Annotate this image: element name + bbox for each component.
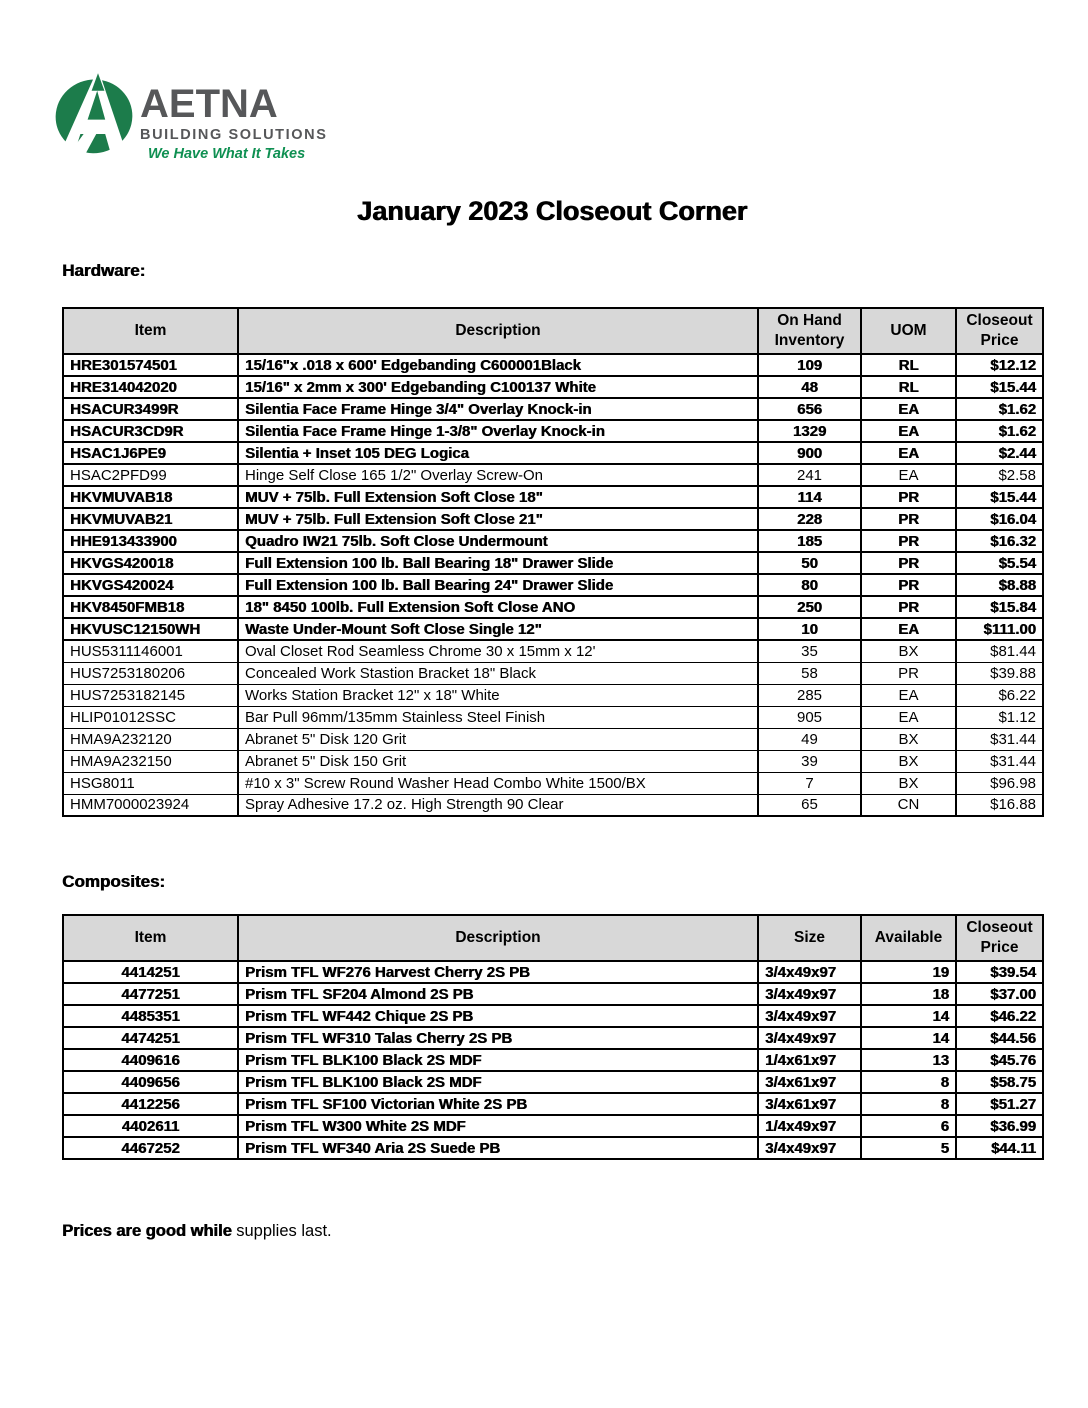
price-cell: $15.84 (956, 596, 1043, 618)
col-header-inventory: On Hand Inventory (758, 308, 861, 354)
size-cell: 3/4x49x97 (758, 983, 861, 1005)
inventory-cell: 65 (758, 794, 861, 816)
uom-cell: EA (861, 398, 956, 420)
available-cell: 5 (861, 1137, 956, 1159)
col-header-uom: UOM (861, 308, 956, 354)
item-cell: HUS7253180206 (63, 662, 238, 684)
uom-cell: EA (861, 442, 956, 464)
table-row (63, 420, 1043, 442)
price-cell: $2.58 (956, 464, 1043, 486)
item-cell: HKVMUVAB18 (63, 486, 238, 508)
description-cell: Prism TFL BLK100 Black 2S MDF (238, 1071, 758, 1093)
table-row (63, 574, 1043, 596)
size-cell: 3/4x61x97 (758, 1071, 861, 1093)
item-cell: HKVMUVAB21 (63, 508, 238, 530)
description-cell: MUV + 75lb. Full Extension Soft Close 18" (238, 486, 758, 508)
price-cell: $37.00 (956, 983, 1043, 1005)
item-cell: 4409616 (63, 1049, 238, 1071)
description-cell: Prism TFL BLK100 Black 2S MDF (238, 1049, 758, 1071)
col-header-item: Item (63, 308, 238, 354)
price-cell: $6.22 (956, 684, 1043, 706)
description-cell: Silentia Face Frame Hinge 1-3/8" Overlay Knock-in (238, 420, 758, 442)
description-cell: Concealed Work Stastion Bracket 18" Black (238, 662, 758, 684)
available-cell: 6 (861, 1115, 956, 1137)
price-cell: $1.12 (956, 706, 1043, 728)
inventory-cell: 228 (758, 508, 861, 530)
size-cell: 3/4x49x97 (758, 961, 861, 983)
item-cell: HMA9A232150 (63, 750, 238, 772)
logo-brand-name: AETNA (140, 82, 278, 126)
table-row (63, 486, 1043, 508)
table-row (63, 376, 1043, 398)
table-row (63, 750, 1043, 772)
footer-note-rest: supplies last. (236, 1222, 332, 1240)
item-cell: HUS5311146001 (63, 640, 238, 662)
table-row (63, 1049, 1043, 1071)
price-cell: $16.88 (956, 794, 1043, 816)
price-cell: $96.98 (956, 772, 1043, 794)
size-cell: 3/4x49x97 (758, 1027, 861, 1049)
price-cell: $5.54 (956, 552, 1043, 574)
uom-cell: PR (861, 508, 956, 530)
table-row (63, 684, 1043, 706)
item-cell: HRE314042020 (63, 376, 238, 398)
uom-cell: EA (861, 706, 956, 728)
table-row (63, 1115, 1043, 1137)
price-cell: $39.54 (956, 961, 1043, 983)
description-cell: 15/16"x .018 x 600' Edgebanding C600001Black (238, 354, 758, 376)
table-row (63, 1137, 1043, 1159)
item-cell: HSACUR3CD9R (63, 420, 238, 442)
price-cell: $45.76 (956, 1049, 1043, 1071)
col-header-price: Closeout Price (956, 308, 1043, 354)
page-title: January 2023 Closeout Corner (356, 196, 748, 226)
hardware-table-body (63, 354, 1043, 816)
uom-cell: CN (861, 794, 956, 816)
item-cell: HKV8450FMB18 (63, 596, 238, 618)
price-cell: $16.32 (956, 530, 1043, 552)
uom-cell: PR (861, 552, 956, 574)
description-cell: 15/16" x 2mm x 300' Edgebanding C100137 White (238, 376, 758, 398)
size-cell: 3/4x61x97 (758, 1093, 861, 1115)
description-cell: MUV + 75lb. Full Extension Soft Close 21" (238, 508, 758, 530)
col-header-size: Size (758, 915, 861, 961)
available-cell: 13 (861, 1049, 956, 1071)
table-row (63, 772, 1043, 794)
description-cell: Prism TFL WF276 Harvest Cherry 2S PB (238, 961, 758, 983)
description-cell: Full Extension 100 lb. Ball Bearing 24" Drawer Slide (238, 574, 758, 596)
item-cell: 4485351 (63, 1005, 238, 1027)
uom-cell: BX (861, 728, 956, 750)
description-cell: Abranet 5" Disk 120 Grit (238, 728, 758, 750)
inventory-cell: 7 (758, 772, 861, 794)
description-cell: Prism TFL SF100 Victorian White 2S PB (238, 1093, 758, 1115)
item-cell: 4412256 (63, 1093, 238, 1115)
size-cell: 3/4x49x97 (758, 1137, 861, 1159)
col-header-price: Closeout Price (956, 915, 1043, 961)
uom-cell: EA (861, 464, 956, 486)
inventory-cell: 109 (758, 354, 861, 376)
uom-cell: EA (861, 684, 956, 706)
size-cell: 1/4x49x97 (758, 1115, 861, 1137)
inventory-cell: 58 (758, 662, 861, 684)
inventory-cell: 905 (758, 706, 861, 728)
price-cell: $1.62 (956, 398, 1043, 420)
item-cell: HSAC1J6PE9 (63, 442, 238, 464)
description-cell: Prism TFL WF310 Talas Cherry 2S PB (238, 1027, 758, 1049)
inventory-cell: 285 (758, 684, 861, 706)
inventory-cell: 900 (758, 442, 861, 464)
logo-tagline: We Have What It Takes (148, 146, 306, 162)
price-cell: $36.99 (956, 1115, 1043, 1137)
price-cell: $8.88 (956, 574, 1043, 596)
price-cell: $15.44 (956, 376, 1043, 398)
description-cell: Prism TFL WF442 Chique 2S PB (238, 1005, 758, 1027)
description-cell: Waste Under-Mount Soft Close Single 12" (238, 618, 758, 640)
hardware-table-header (63, 308, 1043, 354)
price-cell: $44.11 (956, 1137, 1043, 1159)
logo-text-block (140, 66, 328, 170)
aetna-logo (54, 66, 328, 170)
description-cell: Silentia + Inset 105 DEG Logica (238, 442, 758, 464)
table-row (63, 530, 1043, 552)
table-row (63, 464, 1043, 486)
col-header-item: Item (63, 915, 238, 961)
description-cell: Silentia Face Frame Hinge 3/4" Overlay Knock-in (238, 398, 758, 420)
description-cell: Prism TFL WF340 Aria 2S Suede PB (238, 1137, 758, 1159)
size-cell: 1/4x61x97 (758, 1049, 861, 1071)
item-cell: HUS7253182145 (63, 684, 238, 706)
item-cell: 4477251 (63, 983, 238, 1005)
item-cell: HRE301574501 (63, 354, 238, 376)
available-cell: 18 (861, 983, 956, 1005)
item-cell: 4467252 (63, 1137, 238, 1159)
description-cell: Quadro IW21 75lb. Soft Close Undermount (238, 530, 758, 552)
footer-note-bold: Prices are good while (62, 1222, 237, 1240)
description-cell: Bar Pull 96mm/135mm Stainless Steel Finish (238, 706, 758, 728)
table-row (63, 794, 1043, 816)
hardware-table (62, 307, 1044, 817)
table-row (63, 1005, 1043, 1027)
description-cell: Abranet 5" Disk 150 Grit (238, 750, 758, 772)
item-cell: HKVUSC12150WH (63, 618, 238, 640)
inventory-cell: 185 (758, 530, 861, 552)
description-cell: Prism TFL W300 White 2S MDF (238, 1115, 758, 1137)
footer-note (62, 1222, 332, 1241)
inventory-cell: 241 (758, 464, 861, 486)
uom-cell: EA (861, 618, 956, 640)
price-cell: $31.44 (956, 750, 1043, 772)
table-row (63, 961, 1043, 983)
col-header-description: Description (238, 915, 758, 961)
inventory-cell: 250 (758, 596, 861, 618)
table-row (63, 662, 1043, 684)
uom-cell: BX (861, 640, 956, 662)
composites-table (62, 914, 1044, 1160)
description-cell: Spray Adhesive 17.2 oz. High Strength 90 Clear (238, 794, 758, 816)
item-cell: HKVGS420018 (63, 552, 238, 574)
table-row (63, 398, 1043, 420)
inventory-cell: 50 (758, 552, 861, 574)
table-row (63, 442, 1043, 464)
table-row (63, 552, 1043, 574)
table-row (63, 983, 1043, 1005)
uom-cell: BX (861, 772, 956, 794)
item-cell: 4414251 (63, 961, 238, 983)
table-row (63, 1027, 1043, 1049)
composites-table-header (63, 915, 1043, 961)
item-cell: 4474251 (63, 1027, 238, 1049)
available-cell: 14 (861, 1027, 956, 1049)
price-cell: $16.04 (956, 508, 1043, 530)
inventory-cell: 80 (758, 574, 861, 596)
uom-cell: PR (861, 662, 956, 684)
description-cell: Oval Closet Rod Seamless Chrome 30 x 15mm x 12' (238, 640, 758, 662)
price-cell: $81.44 (956, 640, 1043, 662)
header-row (63, 308, 1043, 354)
table-row (63, 640, 1043, 662)
size-cell: 3/4x49x97 (758, 1005, 861, 1027)
price-cell: $111.00 (956, 618, 1043, 640)
item-cell: HKVGS420024 (63, 574, 238, 596)
aetna-logo-icon (54, 66, 134, 170)
item-cell: HMM7000023924 (63, 794, 238, 816)
table-row (63, 706, 1043, 728)
table-row (63, 1071, 1043, 1093)
price-cell: $31.44 (956, 728, 1043, 750)
item-cell: HSAC2PFD99 (63, 464, 238, 486)
description-cell: 18" 8450 100lb. Full Extension Soft Close ANO (238, 596, 758, 618)
item-cell: HLIP01012SSC (63, 706, 238, 728)
uom-cell: RL (861, 376, 956, 398)
available-cell: 8 (861, 1093, 956, 1115)
description-cell: Hinge Self Close 165 1/2" Overlay Screw-On (238, 464, 758, 486)
description-cell: Works Station Bracket 12" x 18" White (238, 684, 758, 706)
inventory-cell: 656 (758, 398, 861, 420)
table-row (63, 728, 1043, 750)
header-row (63, 915, 1043, 961)
uom-cell: PR (861, 486, 956, 508)
uom-cell: BX (861, 750, 956, 772)
inventory-cell: 1329 (758, 420, 861, 442)
uom-cell: PR (861, 574, 956, 596)
description-cell: Full Extension 100 lb. Ball Bearing 18" Drawer Slide (238, 552, 758, 574)
table-row (63, 1093, 1043, 1115)
price-cell: $39.88 (956, 662, 1043, 684)
price-cell: $44.56 (956, 1027, 1043, 1049)
logo-subtitle: BUILDING SOLUTIONS (140, 127, 328, 143)
uom-cell: PR (861, 530, 956, 552)
item-cell: HHE913433900 (63, 530, 238, 552)
price-cell: $2.44 (956, 442, 1043, 464)
item-cell: HSACUR3499R (63, 398, 238, 420)
uom-cell: RL (861, 354, 956, 376)
inventory-cell: 48 (758, 376, 861, 398)
available-cell: 14 (861, 1005, 956, 1027)
inventory-cell: 10 (758, 618, 861, 640)
price-cell: $51.27 (956, 1093, 1043, 1115)
uom-cell: PR (861, 596, 956, 618)
inventory-cell: 39 (758, 750, 861, 772)
price-cell: $46.22 (956, 1005, 1043, 1027)
available-cell: 8 (861, 1071, 956, 1093)
inventory-cell: 49 (758, 728, 861, 750)
description-cell: #10 x 3" Screw Round Washer Head Combo White 1500/BX (238, 772, 758, 794)
inventory-cell: 114 (758, 486, 861, 508)
table-row (63, 596, 1043, 618)
uom-cell: EA (861, 420, 956, 442)
composites-table-body (63, 961, 1043, 1159)
price-cell: $58.75 (956, 1071, 1043, 1093)
description-cell: Prism TFL SF204 Almond 2S PB (238, 983, 758, 1005)
item-cell: 4409656 (63, 1071, 238, 1093)
item-cell: HMA9A232120 (63, 728, 238, 750)
price-cell: $12.12 (956, 354, 1043, 376)
inventory-cell: 35 (758, 640, 861, 662)
col-header-available: Available (861, 915, 956, 961)
table-row (63, 508, 1043, 530)
price-cell: $15.44 (956, 486, 1043, 508)
item-cell: 4402611 (63, 1115, 238, 1137)
table-row (63, 354, 1043, 376)
price-cell: $1.62 (956, 420, 1043, 442)
composites-section-label: Composites: (62, 872, 165, 891)
item-cell: HSG8011 (63, 772, 238, 794)
table-row (63, 618, 1043, 640)
col-header-description: Description (238, 308, 758, 354)
hardware-section-label: Hardware: (62, 261, 146, 280)
available-cell: 19 (861, 961, 956, 983)
